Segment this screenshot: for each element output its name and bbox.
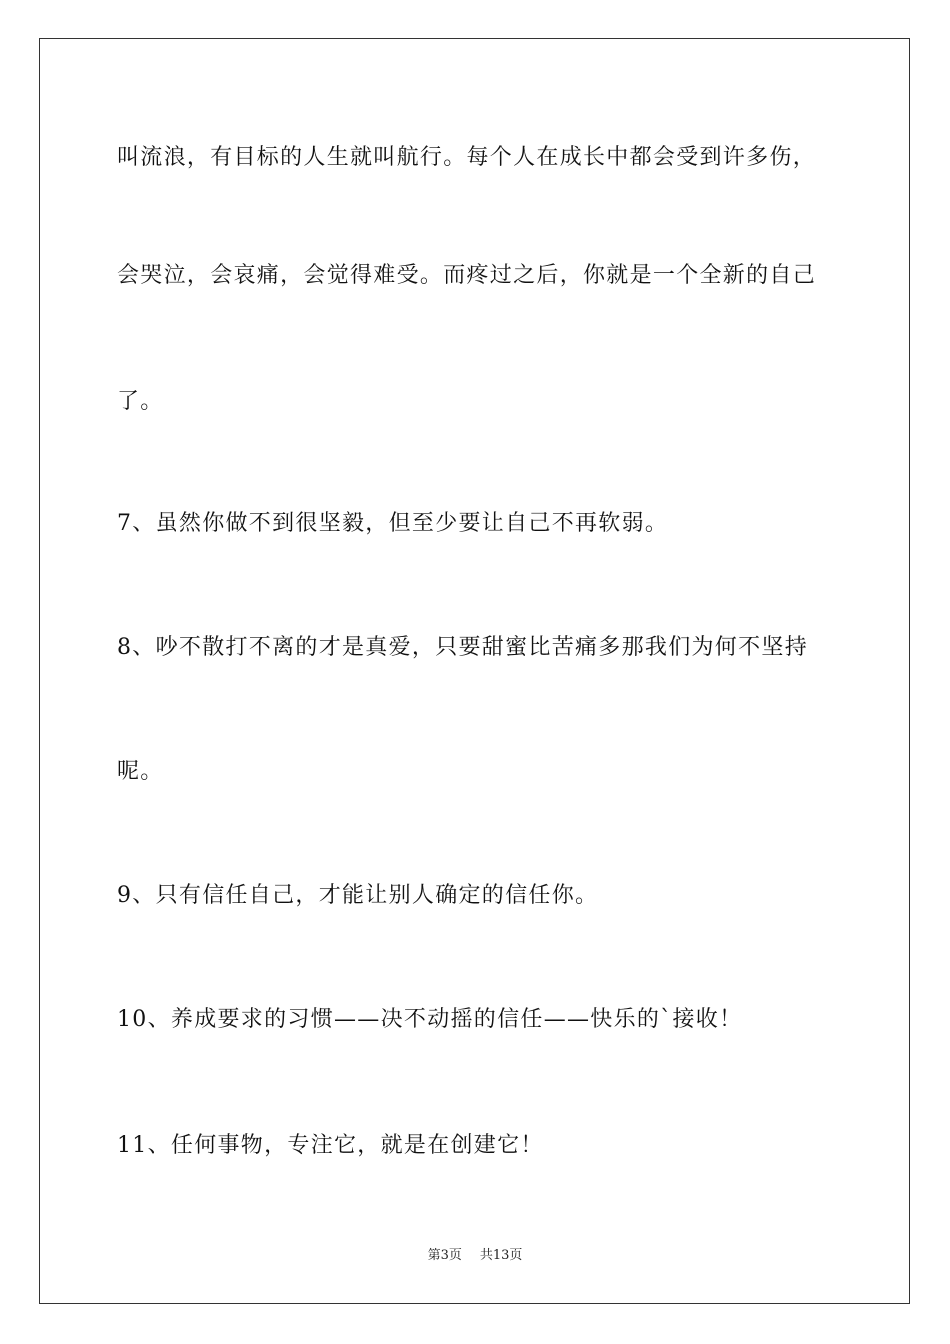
text-line-2: 会哭泣，会哀痛，会觉得难受。而疼过之后，你就是一个全新的自己 [117,263,817,288]
page-total: 共13页 [479,1248,523,1263]
item-7: 7、虽然你做不到很坚毅，但至少要让自己不再软弱。 [117,511,669,536]
text-line-1: 叫流浪，有目标的人生就叫航行。每个人在成长中都会受到许多伤， [117,145,817,170]
item-8-line-1: 8、吵不散打不离的才是真爱，只要甜蜜比苦痛多那我们为何不坚持 [117,635,808,660]
page-footer [0,1248,950,1264]
text-line-3: 了。 [117,389,164,414]
page-border [39,38,910,1304]
item-10: 10、养成要求的习惯——决不动摇的信任——快乐的`接收！ [117,1007,743,1032]
item-8-line-2: 呢。 [117,759,164,784]
item-11: 11、任何事物，专注它，就是在创建它！ [117,1133,544,1158]
item-9: 9、只有信任自己，才能让别人确定的信任你。 [117,883,599,908]
page-number: 第3页 [427,1248,462,1263]
